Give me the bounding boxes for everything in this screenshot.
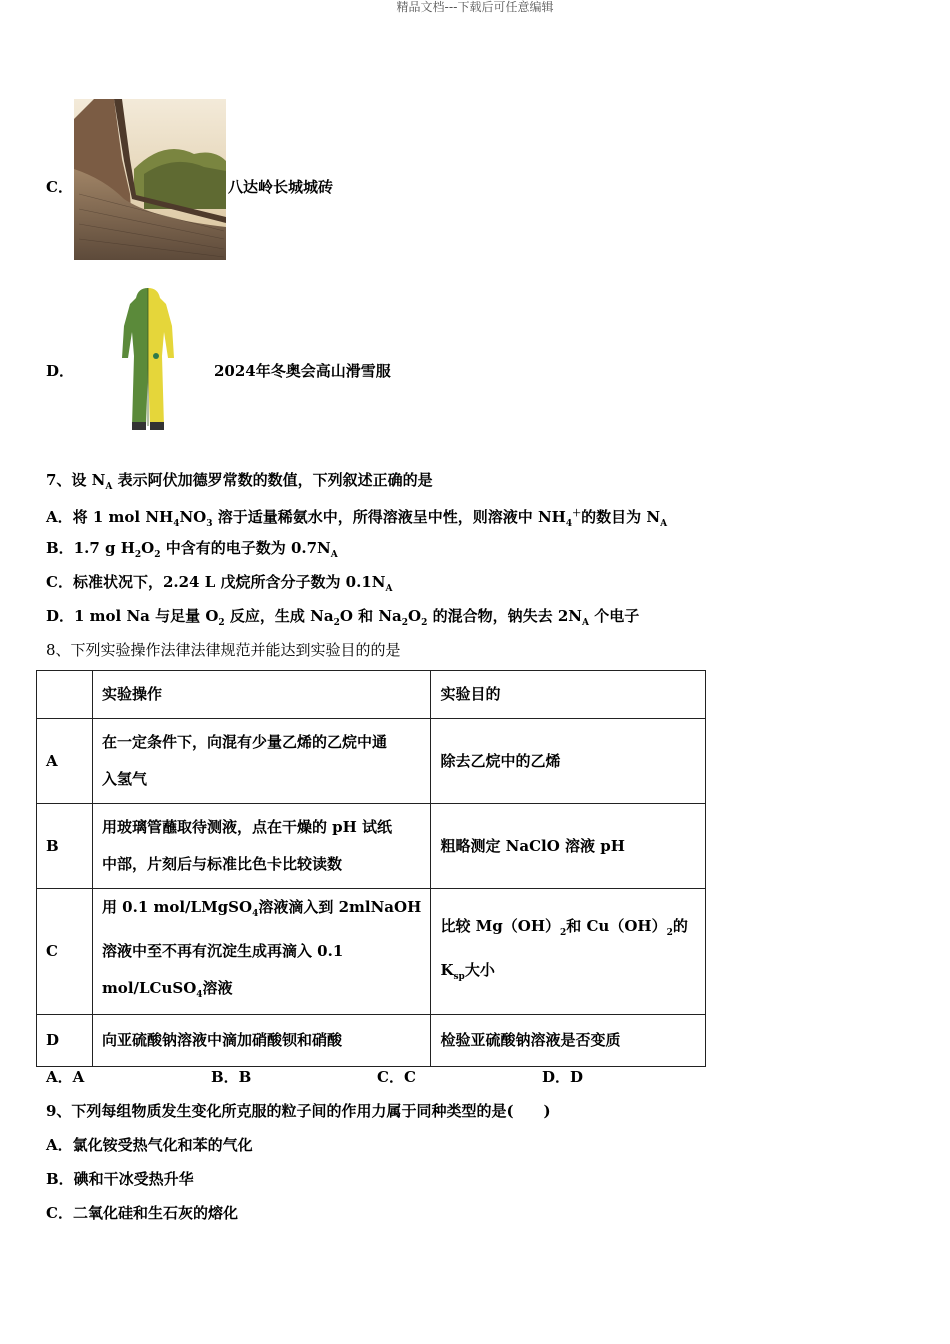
table-row xyxy=(37,804,706,889)
q8-answer-b: B．B xyxy=(211,1068,252,1086)
table-row-key: B xyxy=(37,804,93,889)
table-cell-empty xyxy=(37,671,93,719)
table-row xyxy=(37,889,706,1015)
q7-option-d: D．1 mol Na 与足量 $O_2$ 反应，生成 $Na_2O$ 和 $Na_2O_2$ 的混合物，钠失去 $2N_A$ 个电子 xyxy=(46,607,640,628)
q6-option-c-label: C． xyxy=(46,178,73,196)
table-header-goal: 实验目的 xyxy=(431,671,706,719)
q7-option-b: B．1.7 g $H_2O_2$ 中含有的电子数为 $0.7N_A$ xyxy=(46,539,338,560)
page-header: 精品文档---下载后可任意编辑 xyxy=(396,0,554,14)
table-row-key: A xyxy=(37,719,93,804)
ski-suit-image xyxy=(118,286,178,434)
table-cell-operation: 用玻璃管蘸取待测液，点在干燥的 pH 试纸 中部，片刻后与标准比色卡比较读数 xyxy=(92,804,431,889)
q9-stem: 9、下列每组物质发生变化所克服的粒子间的作用力属于同种类型的是( ) xyxy=(46,1102,551,1120)
table-row-key: D xyxy=(37,1015,93,1067)
q6-option-d-label: D． xyxy=(46,362,75,380)
q9-option-c: C．二氧化硅和生石灰的熔化 xyxy=(46,1204,238,1222)
table-row xyxy=(37,1015,706,1067)
table-cell-goal: 比较 $Mg(OH)_2$和 $Cu(OH)_2$的 $K_{sp}$大小 xyxy=(431,889,706,1015)
table-cell-goal: 除去乙烷中的乙烯 xyxy=(431,719,706,804)
q9-option-a: A．氯化铵受热气化和苯的气化 xyxy=(46,1136,253,1154)
table-header-row xyxy=(37,671,706,719)
table-cell-goal: 检验亚硫酸钠溶液是否变质 xyxy=(431,1015,706,1067)
table-header-operation: 实验操作 xyxy=(92,671,431,719)
table-row xyxy=(37,719,706,804)
table-cell-goal: 粗略测定 NaClO 溶液 pH xyxy=(431,804,706,889)
q7-stem: 7、设 $N_A$ 表示阿伏加德罗常数的数值，下列叙述正确的是 xyxy=(46,471,433,492)
q7-option-c: C．标准状况下，2.24 L 戊烷所含分子数为 $0.1N_A$ xyxy=(46,573,393,594)
q8-answer-a: A．A xyxy=(46,1068,85,1086)
q7-option-a: A．将 1 mol $NH_4NO_3$ 溶于适量稀氨水中，所得溶液呈中性，则溶液中 $NH_4^+$的数目为 $N_A$ xyxy=(46,508,668,529)
experiment-table xyxy=(36,670,706,1067)
q6-option-d-text: 2024年冬奥会高山滑雪服 xyxy=(214,362,391,380)
q6-option-c-text: 八达岭长城城砖 xyxy=(228,178,334,196)
table-cell-operation: 用 0.1 mol/LMgSO$_4$溶液滴入到 2mlNaOH 溶液中至不再有沉淀生成再滴入 0.1 mol/LCuSO$_4$溶液 xyxy=(92,889,431,1015)
table-cell-operation: 在一定条件下，向混有少量乙烯的乙烷中通 入氢气 xyxy=(92,719,431,804)
q8-answer-c: C．C xyxy=(377,1068,416,1086)
q8-answer-d: D．D xyxy=(542,1068,584,1086)
table-row-key: C xyxy=(37,889,93,1015)
table-cell-operation: 向亚硫酸钠溶液中滴加硝酸钡和硝酸 xyxy=(92,1015,431,1067)
q8-stem: 8、下列实验操作法律法律规范并能达到实验目的的是 xyxy=(46,641,401,659)
great-wall-image xyxy=(74,99,226,260)
q9-option-b: B．碘和干冰受热升华 xyxy=(46,1170,194,1188)
